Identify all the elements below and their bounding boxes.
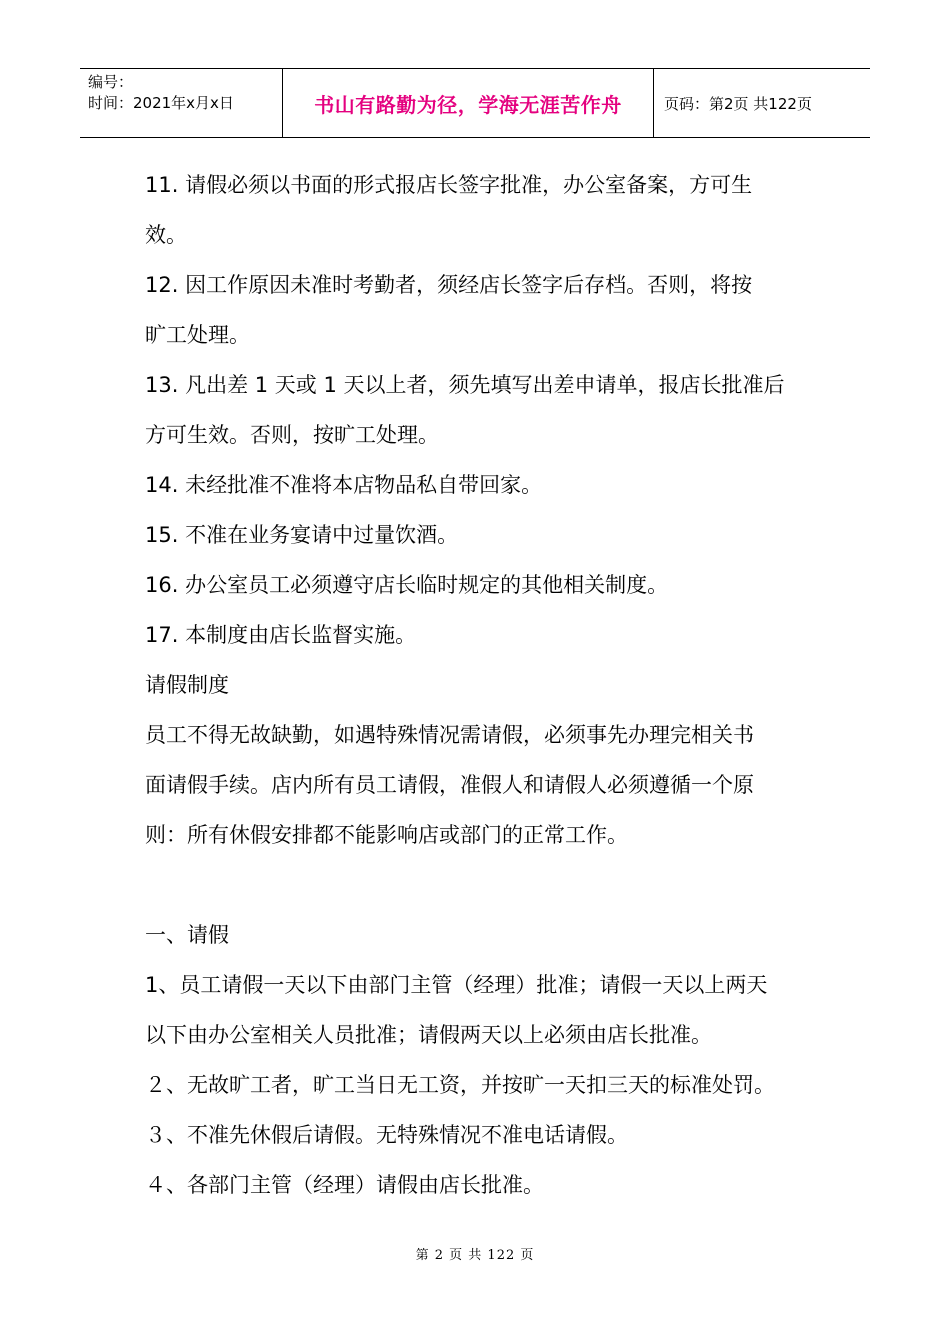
body-line: ４、各部门主管（经理）请假由店长批准。: [145, 1173, 544, 1197]
document-code-label: 编号：: [88, 73, 134, 91]
section-heading: 请假制度: [145, 673, 229, 697]
body-line: 17. 本制度由店长监督实施。: [145, 623, 417, 647]
body-line: ３、不准先休假后请假。无特殊情况不准电话请假。: [145, 1123, 628, 1147]
body-line: 则：所有休假安排都不能影响店或部门的正常工作。: [145, 823, 628, 847]
body-line: ２、无故旷工者，旷工当日无工资，并按旷一天扣三天的标准处罚。: [145, 1073, 775, 1097]
document-date: 时间：2021年x月x日: [88, 94, 234, 112]
body-line: 16. 办公室员工必须遵守店长临时规定的其他相关制度。: [145, 573, 669, 597]
body-line: 效。: [145, 223, 187, 247]
body-line: 以下由办公室相关人员批准；请假两天以上必须由店长批准。: [145, 1023, 712, 1047]
body-line: 11. 请假必须以书面的形式报店长签字批准，办公室备案，方可生: [145, 173, 753, 197]
body-line: 1、员工请假一天以下由部门主管（经理）批准；请假一天以上两天: [145, 973, 768, 997]
header-meta: [80, 69, 282, 137]
body-line: 15. 不准在业务宴请中过量饮酒。: [145, 523, 459, 547]
body-line: 旷工处理。: [145, 323, 250, 347]
body-line: 12. 因工作原因未准时考勤者，须经店长签字后存档。否则，将按: [145, 273, 753, 297]
body-line: 14. 未经批准不准将本店物品私自带回家。: [145, 473, 543, 497]
body-line: 方可生效。否则，按旷工处理。: [145, 423, 439, 447]
body-line: 13. 凡出差 1 天或 1 天以上者，须先填写出差申请单，报店长批准后: [145, 373, 785, 397]
body-line: 员工不得无故缺勤，如遇特殊情况需请假，必须事先办理完相关书: [145, 723, 754, 747]
document-body: [145, 160, 815, 1210]
section-heading: 一、请假: [145, 923, 229, 947]
header-page-info: 页码：第2页 共122页: [664, 94, 812, 113]
page-footer: 第 2 页 共 122 页: [415, 1248, 535, 1263]
document-header: [80, 68, 870, 138]
body-line: 面请假手续。店内所有员工请假，准假人和请假人必须遵循一个原: [145, 773, 754, 797]
header-slogan: 书山有路勤为径，学海无涯苦作舟: [282, 69, 654, 137]
